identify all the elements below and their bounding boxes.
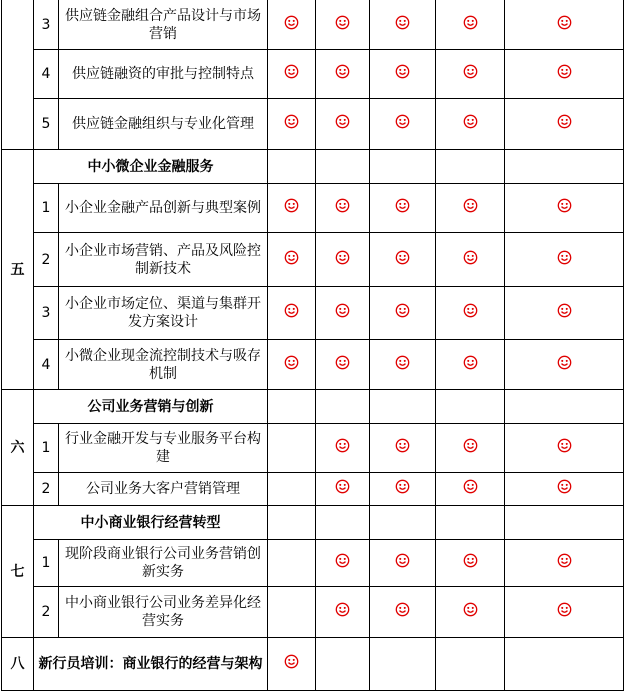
smiley-icon [557, 602, 572, 617]
mark-cell [316, 390, 370, 424]
section-title: 新行员培训：商业银行的经营与架构 [34, 638, 268, 691]
mark-cell [505, 638, 624, 691]
section-cell-blank [2, 0, 34, 150]
item-number: 2 [34, 233, 59, 287]
smiley-icon [557, 114, 572, 129]
smiley-icon [463, 15, 478, 30]
mark-cell [370, 587, 436, 638]
mark-cell [436, 390, 505, 424]
mark-cell [268, 233, 316, 287]
item-number: 3 [34, 287, 59, 340]
course-name: 小企业金融产品创新与典型案例 [59, 184, 268, 233]
section-number: 七 [2, 506, 34, 638]
course-name: 供应链金融组合产品设计与市场营销 [59, 0, 268, 50]
mark-cell [505, 50, 624, 99]
smiley-icon [463, 553, 478, 568]
section-title: 中小商业银行经营转型 [34, 506, 268, 540]
mark-cell [316, 473, 370, 506]
mark-cell [370, 506, 436, 540]
mark-cell [316, 340, 370, 390]
mark-cell [436, 287, 505, 340]
mark-cell [268, 506, 316, 540]
course-name: 中小商业银行公司业务差异化经营实务 [59, 587, 268, 638]
mark-cell [370, 150, 436, 184]
mark-cell [370, 184, 436, 233]
course-name: 小微企业现金流控制技术与吸存机制 [59, 340, 268, 390]
mark-cell [505, 473, 624, 506]
mark-cell [505, 424, 624, 473]
item-number: 1 [34, 184, 59, 233]
mark-cell [268, 540, 316, 587]
smiley-icon [335, 303, 350, 318]
smiley-icon [463, 438, 478, 453]
smiley-icon [395, 303, 410, 318]
mark-cell [436, 424, 505, 473]
mark-cell [316, 50, 370, 99]
smiley-icon [463, 602, 478, 617]
smiley-icon [284, 114, 299, 129]
course-name: 小企业市场营销、产品及风险控制新技术 [59, 233, 268, 287]
smiley-icon [335, 553, 350, 568]
mark-cell [370, 0, 436, 50]
smiley-icon [284, 355, 299, 370]
table-row [2, 0, 624, 50]
mark-cell [436, 0, 505, 50]
mark-cell [268, 587, 316, 638]
mark-cell [268, 99, 316, 150]
smiley-icon [284, 303, 299, 318]
smiley-icon [335, 602, 350, 617]
table-row [2, 340, 624, 390]
table-row [2, 540, 624, 587]
smiley-icon [557, 250, 572, 265]
smiley-icon [395, 64, 410, 79]
mark-cell [370, 99, 436, 150]
smiley-icon [395, 355, 410, 370]
smiley-icon [335, 114, 350, 129]
smiley-icon [335, 15, 350, 30]
mark-cell [505, 340, 624, 390]
mark-cell [505, 99, 624, 150]
mark-cell [505, 287, 624, 340]
mark-cell [505, 540, 624, 587]
mark-cell [316, 184, 370, 233]
mark-cell [370, 50, 436, 99]
course-name: 现阶段商业银行公司业务营销创新实务 [59, 540, 268, 587]
table-row [2, 233, 624, 287]
mark-cell [436, 340, 505, 390]
mark-cell [316, 540, 370, 587]
smiley-icon [395, 114, 410, 129]
mark-cell [436, 540, 505, 587]
mark-cell [316, 287, 370, 340]
smiley-icon [463, 355, 478, 370]
table-row [2, 638, 624, 691]
mark-cell [316, 638, 370, 691]
smiley-icon [557, 64, 572, 79]
table-row [2, 587, 624, 638]
mark-cell [370, 540, 436, 587]
course-name: 供应链融资的审批与控制特点 [59, 50, 268, 99]
smiley-icon [284, 198, 299, 213]
smiley-icon [557, 15, 572, 30]
section-header-row [2, 150, 624, 184]
smiley-icon [557, 553, 572, 568]
mark-cell [436, 473, 505, 506]
mark-cell [436, 587, 505, 638]
table-row [2, 287, 624, 340]
section-header-row [2, 390, 624, 424]
smiley-icon [557, 355, 572, 370]
mark-cell [268, 0, 316, 50]
smiley-icon [335, 198, 350, 213]
mark-cell [370, 424, 436, 473]
mark-cell [316, 587, 370, 638]
mark-cell [268, 50, 316, 99]
item-number: 2 [34, 587, 59, 638]
mark-cell [268, 150, 316, 184]
table-row [2, 473, 624, 506]
mark-cell [436, 99, 505, 150]
section-title: 公司业务营销与创新 [34, 390, 268, 424]
mark-cell [370, 638, 436, 691]
smiley-icon [335, 438, 350, 453]
item-number: 2 [34, 473, 59, 506]
mark-cell [370, 390, 436, 424]
smiley-icon [395, 602, 410, 617]
mark-cell [505, 150, 624, 184]
mark-cell [505, 506, 624, 540]
mark-cell [316, 233, 370, 287]
section-title: 中小微企业金融服务 [34, 150, 268, 184]
mark-cell [268, 638, 316, 691]
course-name: 供应链金融组织与专业化管理 [59, 99, 268, 150]
table-body [2, 0, 624, 691]
course-name: 行业金融开发与专业服务平台构建 [59, 424, 268, 473]
mark-cell [436, 50, 505, 99]
smiley-icon [557, 479, 572, 494]
smiley-icon [395, 250, 410, 265]
smiley-icon [463, 198, 478, 213]
mark-cell [436, 638, 505, 691]
smiley-icon [335, 355, 350, 370]
smiley-icon [463, 64, 478, 79]
mark-cell [316, 150, 370, 184]
smiley-icon [284, 654, 299, 669]
smiley-icon [284, 250, 299, 265]
mark-cell [505, 587, 624, 638]
smiley-icon [395, 479, 410, 494]
mark-cell [505, 233, 624, 287]
mark-cell [436, 150, 505, 184]
mark-cell [436, 184, 505, 233]
item-number: 4 [34, 50, 59, 99]
mark-cell [268, 424, 316, 473]
table-row [2, 99, 624, 150]
mark-cell [370, 233, 436, 287]
smiley-icon [284, 64, 299, 79]
item-number: 1 [34, 424, 59, 473]
item-number: 3 [34, 0, 59, 50]
course-name: 公司业务大客户营销管理 [59, 473, 268, 506]
section-number: 五 [2, 150, 34, 390]
smiley-icon [463, 479, 478, 494]
course-name: 小企业市场定位、渠道与集群开发方案设计 [59, 287, 268, 340]
mark-cell [370, 340, 436, 390]
smiley-icon [284, 15, 299, 30]
smiley-icon [395, 438, 410, 453]
item-number: 1 [34, 540, 59, 587]
section-number: 八 [2, 638, 34, 691]
mark-cell [316, 0, 370, 50]
mark-cell [268, 473, 316, 506]
smiley-icon [557, 438, 572, 453]
mark-cell [370, 287, 436, 340]
smiley-icon [395, 553, 410, 568]
mark-cell [436, 506, 505, 540]
smiley-icon [463, 303, 478, 318]
item-number: 5 [34, 99, 59, 150]
table-row [2, 184, 624, 233]
mark-cell [505, 390, 624, 424]
smiley-icon [335, 250, 350, 265]
mark-cell [268, 184, 316, 233]
section-header-row [2, 506, 624, 540]
mark-cell [370, 473, 436, 506]
smiley-icon [335, 64, 350, 79]
mark-cell [268, 390, 316, 424]
mark-cell [268, 287, 316, 340]
mark-cell [316, 99, 370, 150]
mark-cell [436, 233, 505, 287]
smiley-icon [463, 114, 478, 129]
smiley-icon [395, 198, 410, 213]
mark-cell [316, 424, 370, 473]
smiley-icon [335, 479, 350, 494]
smiley-icon [395, 15, 410, 30]
table-row [2, 50, 624, 99]
item-number: 4 [34, 340, 59, 390]
smiley-icon [557, 303, 572, 318]
table-row [2, 424, 624, 473]
smiley-icon [557, 198, 572, 213]
mark-cell [505, 0, 624, 50]
mark-cell [505, 184, 624, 233]
mark-cell [268, 340, 316, 390]
mark-cell [316, 506, 370, 540]
smiley-icon [463, 250, 478, 265]
course-schedule-table [1, 0, 624, 691]
section-number: 六 [2, 390, 34, 506]
